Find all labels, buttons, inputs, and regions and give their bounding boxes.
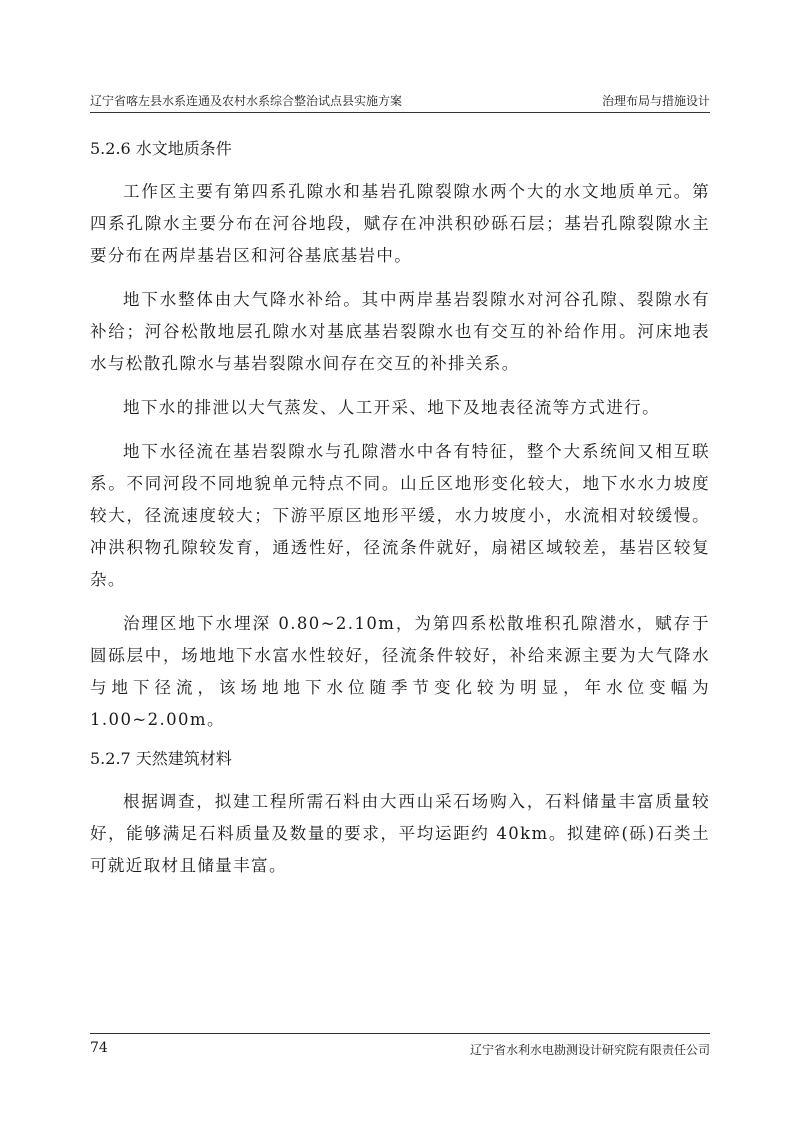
section-heading-hydrogeology: 5.2.6 水文地质条件 bbox=[90, 139, 232, 158]
organization-name: 辽宁省水利水电勘测设计研究院有限责任公司 bbox=[469, 1043, 710, 1057]
paragraph: 地下水的排泄以大气蒸发、人工开采、地下及地表径流等方式进行。 bbox=[123, 398, 660, 417]
chapter-title: 治理布局与措施设计 bbox=[601, 94, 710, 108]
paragraph: 治理区地下水埋深 0.80~2.10m，为第四系松散堆积孔隙潜水，赋存于圆砾层中，场地地下水富水性较好，径流条件较好，补给来源主要为大气降水与地下径流，该场地地下水位随季节变化较为明显，年水位变幅为1.00~2.00m。 bbox=[90, 614, 710, 729]
section-heading-building-materials: 5.2.7 天然建筑材料 bbox=[90, 749, 232, 768]
paragraph: 地下水整体由大气降水补给。其中两岸基岩裂隙水对河谷孔隙、裂隙水有补给；河谷松散地层孔隙水对基底基岩裂隙水也有交互的补给作用。河床地表水与松散孔隙水与基岩裂隙水间存在交互的补排关系。 bbox=[90, 290, 710, 373]
footer-rule bbox=[90, 1033, 710, 1034]
paragraph: 地下水径流在基岩裂隙水与孔隙潜水中各有特征，整个大系统间又相互联系。不同河段不同地貌单元特点不同。山丘区地形变化较大，地下水水力坡度较大，径流速度较大；下游平原区地形平缓，水力坡度小，水流相对较缓慢。冲洪积物孔隙较发育，通透性好，径流条件就好，扇裙区域较差，基岩区较复杂。 bbox=[90, 442, 710, 589]
page-body bbox=[90, 138, 710, 894]
page-number: 74 bbox=[90, 1040, 108, 1056]
paragraph: 根据调查，拟建工程所需石料由大西山采石场购入，石料储量丰富质量较好，能够满足石料质量及数量的要求，平均运距约 40km。拟建碎(砾)石类土可就近取材且储量丰富。 bbox=[90, 792, 710, 875]
document-title: 辽宁省喀左县水系连通及农村水系综合整治试点县实施方案 bbox=[90, 94, 403, 108]
paragraph: 工作区主要有第四系孔隙水和基岩孔隙裂隙水两个大的水文地质单元。第四系孔隙水主要分布在河谷地段，赋存在冲洪积砂砾石层；基岩孔隙裂隙水主要分布在两岸基岩区和河谷基底基岩中。 bbox=[90, 182, 710, 265]
page-header bbox=[90, 90, 710, 110]
header-rule bbox=[90, 112, 710, 113]
